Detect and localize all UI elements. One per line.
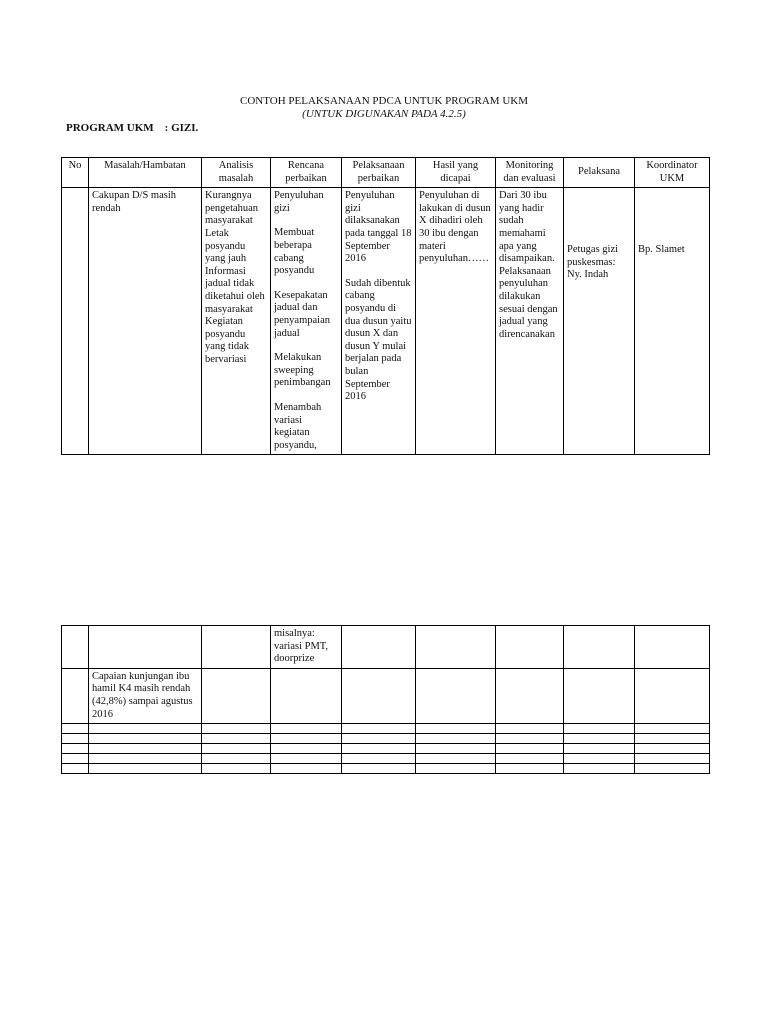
table-row	[62, 626, 710, 669]
program-label: PROGRAM UKM : GIZI.	[66, 122, 199, 134]
cell-monitoring	[496, 188, 564, 455]
table-row	[62, 188, 710, 455]
analisis-text: Kurangnya pengetahuan masyarakat Letak posyandu yang jauh Informasi jadual tidak diketahui oleh masyarakat Kegiatan posyandu yang tidak bervariasi	[205, 190, 265, 365]
table-header-row	[62, 158, 710, 188]
cell-pelaksanaan	[342, 188, 416, 455]
col-header-pelaksana: Pelaksana	[564, 158, 635, 188]
pdca-table-page-1	[61, 157, 710, 455]
cell-analisis	[202, 188, 271, 455]
cell-no	[62, 188, 89, 455]
pdca-table-page-2	[61, 625, 710, 774]
cell-rencana	[271, 188, 342, 455]
table-row-empty	[62, 734, 710, 744]
document-subtitle: (UNTUK DIGUNAKAN PADA 4.2.5)	[302, 108, 466, 120]
pelaksana-text: Petugas gizi puskesmas: Ny. Indah	[567, 244, 619, 281]
document-title: CONTOH PELAKSANAAN PDCA UNTUK PROGRAM UKM	[240, 95, 528, 107]
cell-rencana-cont: misalnya: variasi PMT, doorprize	[271, 626, 342, 669]
rencana-item: Menambah variasi kegiatan posyandu,	[274, 401, 322, 451]
col-header-monitoring: Monitoring dan evaluasi	[496, 158, 564, 188]
table-row	[62, 668, 710, 723]
koordinator-text: Bp. Slamet	[638, 244, 685, 256]
monitoring-text: Dari 30 ibu yang hadir sudah memahami apa yang disampaikan. Pelaksanaan penyuluhan dilakukan sesuai dengan jadual yang direncanakan	[499, 190, 558, 340]
rencana-item: Penyuluhan gizi	[274, 190, 324, 214]
pelaksanaan-item: Penyuluhan gizi dilaksanakan pada tanggal 18 September 2016	[345, 190, 412, 265]
col-header-hasil: Hasil yang dicapai	[416, 158, 496, 188]
col-header-masalah: Masalah/Hambatan	[89, 158, 202, 188]
cell-masalah: Cakupan D/S masih rendah	[89, 188, 202, 455]
rencana-item: Kesepakatan jadual dan penyampaian jadual	[274, 289, 330, 339]
table-row-empty	[62, 764, 710, 774]
col-header-pelaksanaan: Pelaksanaan perbaikan	[342, 158, 416, 188]
col-header-rencana: Rencana perbaikan	[271, 158, 342, 188]
rencana-item: Melakukan sweeping penimbangan	[274, 352, 331, 389]
cell-masalah: Capaian kunjungan ibu hamil K4 masih rendah (42,8%) sampai agustus 2016	[89, 668, 202, 723]
col-header-koordinator: Koordinator UKM	[635, 158, 710, 188]
rencana-item: Membuat beberapa cabang posyandu	[274, 227, 315, 277]
table-row-empty	[62, 744, 710, 754]
col-header-analisis: Analisis masalah	[202, 158, 271, 188]
table-row-empty	[62, 754, 710, 764]
cell-pelaksana	[564, 188, 635, 455]
col-header-no: No	[62, 158, 89, 188]
cell-koordinator	[635, 188, 710, 455]
pelaksanaan-item: Sudah dibentuk cabang posyandu di dua dusun yaitu dusun X dan dusun Y mulai berjalan pada bulan September 2016	[345, 277, 412, 403]
cell-hasil: Penyuluhan di lakukan di dusun X dihadiri oleh 30 ibu dengan materi penyuluhan……	[416, 188, 496, 455]
table-row-empty	[62, 724, 710, 734]
